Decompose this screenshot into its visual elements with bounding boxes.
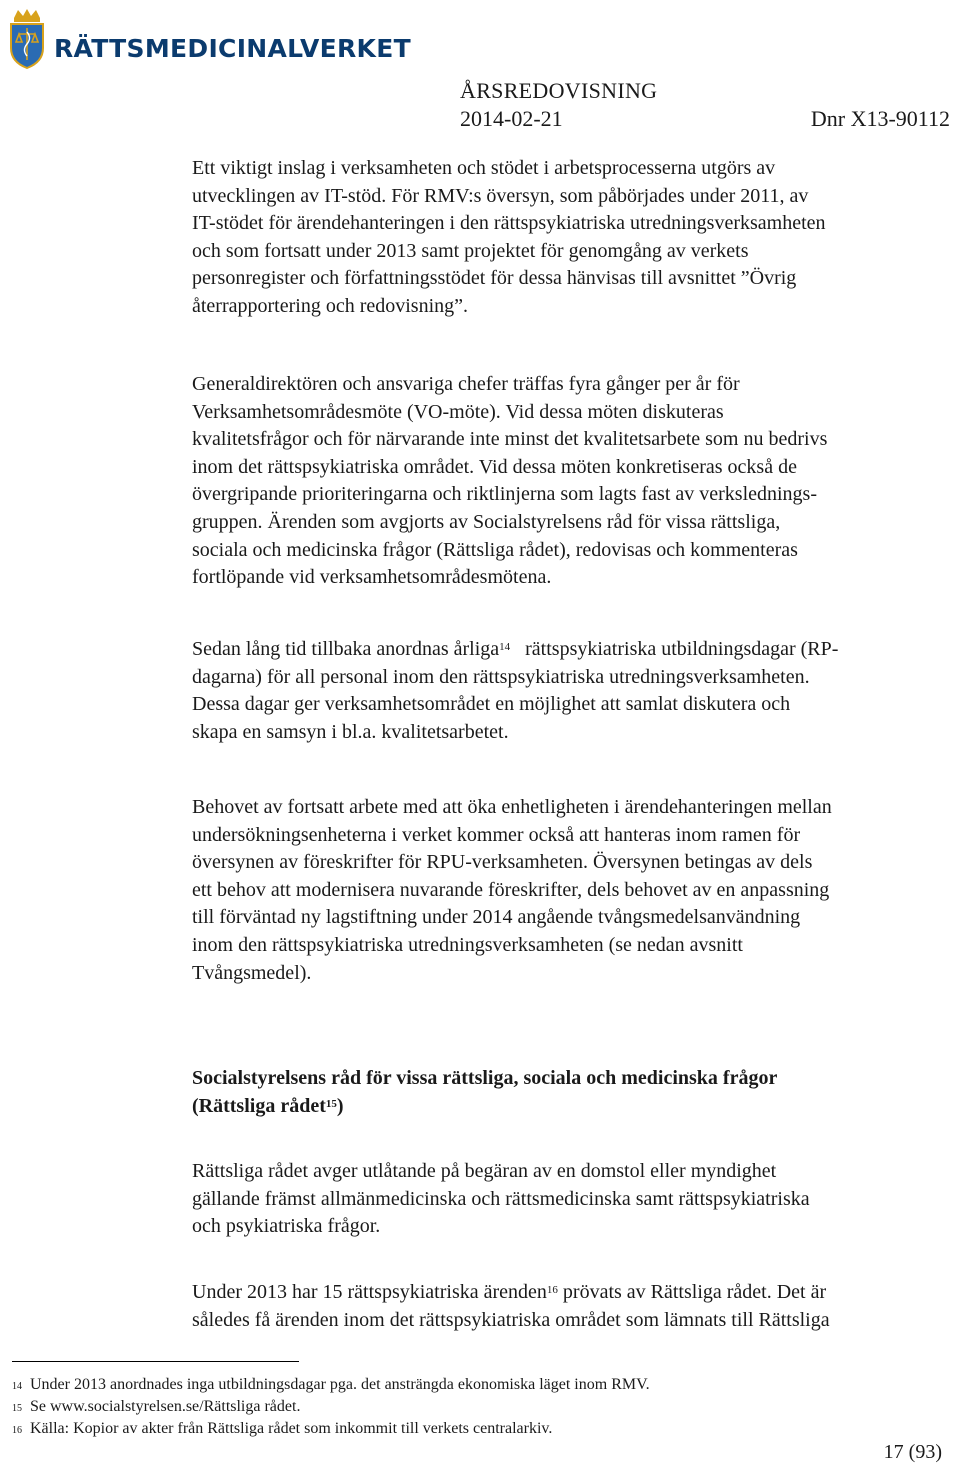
text-line: Rättsliga rådet avger utlåtande på begäran av en domstol eller myndighet — [192, 1160, 777, 1182]
text-line: personregister och författningsstödet för dessa hänvisas till avsnittet ”Övrig — [192, 267, 797, 290]
text-line: och psykiatriska frågor. — [192, 1215, 381, 1238]
text-segment: rättspsykiatriska utbildningsdagar (RP- — [525, 638, 839, 660]
text-line: Dessa dagar ger verksamhetsområdet en möjlighet att samlat diskutera och — [192, 693, 791, 716]
text-line: undersökningsenheterna i verket kommer också att hanteras inom ramen för — [192, 823, 801, 846]
text-line: gruppen. Ärenden som avgjorts av Socialstyrelsens råd för vissa rättsliga, — [192, 510, 781, 533]
organization-name: RÄTTSMEDICINALVERKET — [54, 34, 411, 63]
text-segment: Sedan lång tid tillbaka anordnas årliga — [192, 638, 500, 660]
footnote-text: Källa: Kopior av akter från Rättsliga rådet som inkommit till verkets centralarkiv. — [30, 1420, 553, 1437]
footnote-separator — [12, 1361, 299, 1362]
paragraph-legal-council — [192, 1158, 960, 1241]
paragraph-it-support — [192, 155, 960, 321]
text-line: Verksamhetsområdesmöte (VO-möte). Vid dessa möten diskuteras — [192, 400, 724, 423]
text-line: inom det rättspsykiatriska området. Vid dessa möten konkretiseras också de — [192, 455, 797, 478]
section-heading — [192, 1065, 960, 1120]
heading-segment: ) — [336, 1094, 344, 1117]
footnote-text: Under 2013 anordnades inga utbildningsdagar pga. det ansträngda ekonomiska läget inom RMV. — [30, 1376, 650, 1393]
document-type: ÅRSREDOVISNING — [460, 78, 658, 103]
heading-line: Socialstyrelsens råd för vissa rättsliga, sociala och medicinska frågor — [192, 1067, 778, 1089]
page-number: 17 (93) — [883, 1441, 942, 1463]
text-line: återrapportering och redovisning”. — [192, 294, 469, 317]
text-line: Ett viktigt inslag i verksamheten och stödet i arbetsprocesserna utgörs av — [192, 157, 776, 179]
text-line: gällande främst allmänmedicinska och rättsmedicinska samt rättspsykiatriska — [192, 1187, 810, 1210]
text-segment: Under 2013 har 15 rättspsykiatriska ärenden — [192, 1281, 547, 1303]
text-line: översynen av föreskrifter för RPU-verksamheten. Översynen betingas av dels — [192, 851, 813, 874]
text-line: övergripande prioriteringarna och riktlinjerna som lagts fast av verkslednings- — [192, 483, 817, 506]
text-line: och som fortsatt under 2013 samt projektet för genomgång av verkets — [192, 239, 749, 262]
heading-segment: (Rättsliga rådet — [192, 1094, 326, 1117]
text-line: Behovet av fortsatt arbete med att öka enhetligheten i ärendehanteringen mellan — [192, 796, 832, 818]
footnote-reference: 16 — [546, 1284, 558, 1296]
text-line: kvalitetsfrågor och för närvarande inte minst det kvalitetsarbete som nu bedrivs — [192, 428, 828, 451]
text-line: till förväntad ny lagstiftning under 2014 angående tvångsmedelsanvändning — [192, 906, 801, 929]
text-line — [192, 1279, 960, 1307]
footnote — [12, 1376, 650, 1394]
footnote-text: Se www.socialstyrelsen.se/Rättsliga rådet. — [30, 1398, 301, 1415]
paragraph-cases-2013 — [192, 1279, 960, 1334]
paragraph-rp-days — [192, 636, 960, 746]
text-line: skapa en samsyn i bl.a. kvalitetsarbetet. — [192, 720, 509, 743]
document-registration-number: Dnr X13-90112 — [810, 106, 950, 131]
text-line: sociala och medicinska frågor (Rättsliga rådet), redovisas och kommenteras — [192, 538, 798, 561]
text-line: Generaldirektören och ansvariga chefer träffas fyra gånger per år för — [192, 373, 740, 395]
text-line: således få ärenden inom det rättspsykiatriska området som lämnats till Rättsliga — [192, 1308, 830, 1331]
footnote-number: 14 — [12, 1381, 22, 1392]
text-line: ett behov att modernisera nuvarande föreskrifter, dels behovet av en anpassning — [192, 878, 830, 901]
heading-line — [192, 1093, 960, 1121]
text-segment: prövats av Rättsliga rådet. Det är — [557, 1281, 827, 1303]
text-line — [192, 636, 960, 664]
footnote-reference: 15 — [325, 1097, 337, 1110]
footnote-reference: 14 — [499, 641, 511, 653]
footnote-number: 16 — [12, 1425, 22, 1436]
footnote — [12, 1398, 300, 1416]
text-line: inom den rättspsykiatriska utredningsverksamheten (se nedan avsnitt — [192, 933, 743, 956]
text-line: fortlöpande vid verksamhetsområdesmötena. — [192, 566, 552, 589]
paragraph-regulations-review — [192, 794, 960, 987]
text-line: IT-stödet för ärendehanteringen i den rättspsykiatriska utredningsverksamheten — [192, 212, 826, 235]
text-line: dagarna) för all personal inom den rättspsykiatriska utredningsverksamheten. — [192, 665, 810, 688]
coat-of-arms-logo-icon — [6, 8, 48, 70]
text-line: Tvångsmedel). — [192, 961, 312, 984]
footnote — [12, 1420, 552, 1438]
footnote-number: 15 — [12, 1403, 22, 1414]
text-line: utvecklingen av IT-stöd. För RMV:s översyn, som påbörjades under 2011, av — [192, 184, 809, 207]
document-date: 2014-02-21 — [460, 106, 563, 131]
paragraph-vo-meetings — [192, 371, 960, 592]
